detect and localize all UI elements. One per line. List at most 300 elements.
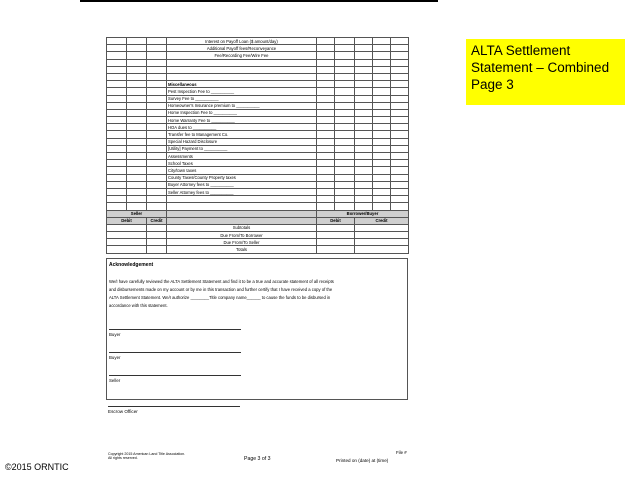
table-cell — [147, 109, 167, 116]
table-cell — [107, 38, 127, 45]
line-item-label: City/town taxes — [167, 167, 317, 174]
table-cell — [107, 131, 127, 138]
table-cell — [167, 217, 317, 224]
table-cell — [317, 38, 335, 45]
table-cell — [147, 232, 167, 239]
due-seller-label: Due From/To Seller — [167, 239, 317, 246]
table-cell — [391, 102, 409, 109]
table-cell — [107, 81, 127, 88]
table-cell — [107, 66, 127, 73]
escrow-officer-signature-line — [108, 406, 240, 407]
table-cell — [355, 38, 373, 45]
table-cell — [317, 117, 335, 124]
table-cell — [335, 45, 355, 52]
table-cell — [373, 160, 391, 167]
acknowledgement-text-line: and disbursements made on my account or by me in this transaction and further certify that I have received a copy of the — [109, 287, 333, 292]
table-row — [107, 224, 409, 231]
table-cell — [127, 131, 147, 138]
table-cell — [335, 131, 355, 138]
footer-copyright — [108, 452, 185, 461]
table-cell — [373, 45, 391, 52]
table-cell — [147, 73, 167, 80]
table-cell — [373, 59, 391, 66]
table-cell — [167, 210, 317, 217]
table-cell — [107, 117, 127, 124]
table-cell — [335, 59, 355, 66]
table-cell — [355, 81, 373, 88]
table-cell — [391, 59, 409, 66]
buyer-signature-label: Buyer — [109, 355, 121, 360]
table-cell — [127, 73, 147, 80]
seller-signature-label: Seller — [109, 378, 121, 383]
table-row — [107, 81, 409, 88]
table-cell — [317, 174, 335, 181]
table-cell — [391, 131, 409, 138]
table-cell — [391, 181, 409, 188]
table-cell — [355, 117, 373, 124]
table-row — [107, 145, 409, 152]
table-cell — [335, 181, 355, 188]
table-row — [107, 210, 409, 217]
table-cell — [147, 66, 167, 73]
table-row — [107, 160, 409, 167]
seller-credit-header: Credit — [147, 217, 167, 224]
table-cell — [127, 59, 147, 66]
table-cell — [355, 138, 373, 145]
table-cell — [107, 73, 127, 80]
table-cell — [373, 174, 391, 181]
buyer-signature-label: Buyer — [109, 332, 121, 337]
seller-debit-header: Debit — [107, 217, 147, 224]
seller-signature-line — [109, 375, 241, 376]
table-cell — [355, 174, 373, 181]
table-cell — [391, 95, 409, 102]
acknowledgement-title: Acknowledgement — [109, 262, 154, 268]
table-row — [107, 188, 409, 195]
table-cell — [391, 188, 409, 195]
subtotals-label: Subtotals — [167, 224, 317, 231]
table-cell — [355, 232, 409, 239]
line-item-label: Homeowner's Insurance premium to __________ — [167, 102, 317, 109]
seller-header: Seller — [107, 210, 167, 217]
table-cell — [107, 203, 127, 210]
table-cell — [317, 73, 335, 80]
table-cell — [127, 196, 147, 203]
line-item-label — [167, 59, 317, 66]
table-cell — [147, 131, 167, 138]
line-item-label: Miscellaneous — [167, 81, 317, 88]
table-cell — [127, 174, 147, 181]
table-row — [107, 167, 409, 174]
footer-copyright-line: Copyright 2015 American Land Title Association. — [108, 452, 186, 456]
table-cell — [391, 203, 409, 210]
table-cell — [317, 239, 355, 246]
table-row — [107, 73, 409, 80]
table-row — [107, 232, 409, 239]
footer-copyright-line: All rights reserved. — [108, 456, 138, 461]
table-cell — [355, 52, 373, 59]
table-cell — [391, 124, 409, 131]
table-cell — [317, 224, 355, 231]
table-cell — [127, 52, 147, 59]
table-cell — [391, 196, 409, 203]
table-cell — [127, 81, 147, 88]
table-cell — [127, 88, 147, 95]
line-item-label — [167, 66, 317, 73]
table-cell — [391, 73, 409, 80]
table-row — [107, 88, 409, 95]
table-cell — [335, 102, 355, 109]
table-cell — [147, 174, 167, 181]
table-cell — [391, 160, 409, 167]
page-number: Page 3 of 3 — [244, 456, 271, 462]
line-item-label: Buyer Attorney fees to __________ — [167, 181, 317, 188]
due-borrower-label: Due From/To Borrower — [167, 232, 317, 239]
table-cell — [355, 188, 373, 195]
table-cell — [317, 59, 335, 66]
page-top-border — [80, 0, 438, 2]
table-cell — [335, 124, 355, 131]
table-cell — [127, 145, 147, 152]
table-cell — [127, 124, 147, 131]
line-item-label: Interest on Payoff Loan ($ amount/day) — [167, 38, 317, 45]
table-cell — [127, 117, 147, 124]
table-cell — [373, 145, 391, 152]
table-cell — [373, 102, 391, 109]
table-cell — [355, 73, 373, 80]
acknowledgement-text-line: We/I have carefully reviewed the ALTA Settlement Statement and find it to be a true and accurate statement of all receipts — [109, 279, 334, 284]
table-row — [107, 59, 409, 66]
table-cell — [373, 124, 391, 131]
file-number-label: File # — [396, 450, 407, 455]
table-cell — [317, 95, 335, 102]
table-cell — [107, 224, 147, 231]
table-cell — [317, 124, 335, 131]
table-cell — [317, 246, 355, 253]
slide-callout-box — [466, 39, 625, 105]
table-cell — [335, 188, 355, 195]
table-row — [107, 196, 409, 203]
table-cell — [335, 203, 355, 210]
table-cell — [317, 145, 335, 152]
table-cell — [335, 167, 355, 174]
table-cell — [107, 153, 127, 160]
table-row — [107, 239, 409, 246]
settlement-ledger-table — [106, 37, 409, 254]
table-cell — [107, 239, 147, 246]
line-item-label: HOA dues to __________ — [167, 124, 317, 131]
table-cell — [127, 66, 147, 73]
table-row — [107, 109, 409, 116]
callout-line: ALTA Settlement — [471, 43, 571, 58]
table-cell — [317, 138, 335, 145]
table-cell — [147, 81, 167, 88]
table-row — [107, 138, 409, 145]
table-cell — [107, 160, 127, 167]
line-item-label: Home Inspection Fee to __________ — [167, 109, 317, 116]
table-cell — [373, 109, 391, 116]
table-cell — [107, 124, 127, 131]
line-item-label: County Taxes/County Property taxes — [167, 174, 317, 181]
acknowledgement-text-line: accordance with this statement. — [109, 303, 168, 308]
table-row — [107, 95, 409, 102]
acknowledgement-text-line: ALTA Settlement Statement. We/I authorize ________Title company name______ to cause the funds to be disbursed in — [109, 295, 331, 300]
line-item-label: Pest Inspection Fee to __________ — [167, 88, 317, 95]
table-cell — [335, 138, 355, 145]
table-cell — [107, 188, 127, 195]
table-cell — [373, 52, 391, 59]
table-cell — [147, 246, 167, 253]
table-row — [107, 153, 409, 160]
table-cell — [317, 81, 335, 88]
table-cell — [127, 167, 147, 174]
table-row — [107, 66, 409, 73]
table-cell — [317, 102, 335, 109]
totals-label: Totals — [167, 246, 317, 253]
table-cell — [335, 52, 355, 59]
table-cell — [373, 131, 391, 138]
table-row — [107, 203, 409, 210]
table-cell — [355, 95, 373, 102]
table-cell — [335, 88, 355, 95]
table-cell — [317, 160, 335, 167]
table-cell — [391, 109, 409, 116]
buyer-signature-line — [109, 329, 241, 330]
table-cell — [373, 66, 391, 73]
table-cell — [335, 153, 355, 160]
table-cell — [317, 232, 355, 239]
table-cell — [335, 81, 355, 88]
table-cell — [355, 131, 373, 138]
printed-on-label: Printed on (date) at (time) — [336, 458, 389, 463]
table-cell — [147, 153, 167, 160]
table-cell — [107, 196, 127, 203]
table-cell — [147, 38, 167, 45]
table-cell — [355, 246, 409, 253]
table-cell — [127, 188, 147, 195]
table-cell — [107, 45, 127, 52]
table-cell — [373, 167, 391, 174]
table-cell — [127, 38, 147, 45]
table-cell — [373, 73, 391, 80]
table-cell — [317, 52, 335, 59]
table-cell — [391, 145, 409, 152]
table-row — [107, 246, 409, 253]
table-cell — [373, 188, 391, 195]
table-cell — [335, 160, 355, 167]
table-cell — [147, 45, 167, 52]
table-row — [107, 45, 409, 52]
table-cell — [355, 181, 373, 188]
borrower-debit-header: Debit — [317, 217, 355, 224]
line-item-label: Home Warranty Fee to __________ — [167, 117, 317, 124]
table-cell — [355, 88, 373, 95]
table-cell — [391, 138, 409, 145]
table-cell — [107, 174, 127, 181]
table-cell — [317, 66, 335, 73]
table-cell — [317, 45, 335, 52]
borrower-credit-header: Credit — [355, 217, 409, 224]
table-cell — [127, 109, 147, 116]
table-cell — [147, 95, 167, 102]
table-cell — [147, 145, 167, 152]
table-cell — [355, 196, 373, 203]
line-item-label — [167, 73, 317, 80]
table-cell — [355, 167, 373, 174]
table-cell — [391, 117, 409, 124]
table-cell — [373, 81, 391, 88]
table-cell — [107, 145, 127, 152]
table-cell — [373, 88, 391, 95]
table-cell — [107, 109, 127, 116]
table-cell — [147, 102, 167, 109]
table-cell — [335, 174, 355, 181]
line-item-label — [167, 203, 317, 210]
table-cell — [373, 153, 391, 160]
table-cell — [373, 95, 391, 102]
table-cell — [335, 117, 355, 124]
table-cell — [391, 38, 409, 45]
table-row — [107, 102, 409, 109]
table-cell — [355, 153, 373, 160]
table-cell — [127, 153, 147, 160]
table-cell — [317, 196, 335, 203]
table-cell — [317, 188, 335, 195]
table-cell — [355, 109, 373, 116]
table-cell — [335, 73, 355, 80]
line-item-label: Survey Fee to __________ — [167, 95, 317, 102]
table-cell — [317, 181, 335, 188]
table-cell — [107, 246, 147, 253]
table-cell — [373, 38, 391, 45]
table-cell — [391, 81, 409, 88]
table-row — [107, 181, 409, 188]
table-cell — [147, 160, 167, 167]
table-cell — [355, 102, 373, 109]
line-item-label: School Taxes — [167, 160, 317, 167]
table-row — [107, 217, 409, 224]
table-cell — [335, 145, 355, 152]
table-cell — [335, 95, 355, 102]
table-cell — [147, 52, 167, 59]
buyer-signature-line — [109, 352, 241, 353]
table-row — [107, 38, 409, 45]
table-cell — [355, 124, 373, 131]
table-cell — [107, 102, 127, 109]
table-cell — [127, 102, 147, 109]
line-item-label: [Utility] Payment to __________ — [167, 145, 317, 152]
table-row — [107, 124, 409, 131]
table-cell — [147, 117, 167, 124]
table-cell — [107, 52, 127, 59]
table-cell — [391, 153, 409, 160]
table-cell — [127, 203, 147, 210]
table-cell — [127, 45, 147, 52]
table-cell — [355, 59, 373, 66]
table-cell — [373, 196, 391, 203]
table-cell — [391, 66, 409, 73]
table-cell — [107, 167, 127, 174]
table-cell — [317, 203, 335, 210]
line-item-label: Transfer fee to Management Co. — [167, 131, 317, 138]
table-cell — [391, 88, 409, 95]
table-cell — [355, 66, 373, 73]
table-cell — [317, 109, 335, 116]
table-cell — [147, 188, 167, 195]
table-cell — [355, 160, 373, 167]
line-item-label: Special Hazard Disclosure — [167, 138, 317, 145]
table-cell — [147, 196, 167, 203]
table-cell — [147, 239, 167, 246]
table-cell — [355, 145, 373, 152]
line-item-label: Additional Payoff fees/Reconveyance — [167, 45, 317, 52]
table-cell — [317, 88, 335, 95]
table-cell — [355, 239, 409, 246]
table-row — [107, 174, 409, 181]
table-cell — [355, 224, 409, 231]
table-cell — [317, 131, 335, 138]
table-cell — [317, 153, 335, 160]
table-cell — [391, 52, 409, 59]
table-cell — [107, 232, 147, 239]
table-cell — [127, 138, 147, 145]
table-cell — [127, 181, 147, 188]
table-cell — [147, 138, 167, 145]
table-cell — [317, 167, 335, 174]
escrow-officer-label: Escrow Officer — [108, 409, 138, 414]
table-cell — [107, 88, 127, 95]
table-cell — [147, 224, 167, 231]
callout-line: Page 3 — [471, 77, 514, 92]
table-row — [107, 52, 409, 59]
table-cell — [373, 181, 391, 188]
table-cell — [391, 45, 409, 52]
table-cell — [107, 59, 127, 66]
table-cell — [335, 196, 355, 203]
table-cell — [355, 203, 373, 210]
acknowledgement-box — [106, 258, 408, 400]
table-cell — [107, 181, 127, 188]
table-cell — [373, 203, 391, 210]
table-cell — [335, 66, 355, 73]
table-cell — [127, 95, 147, 102]
table-cell — [373, 117, 391, 124]
callout-line: Statement – Combined — [471, 60, 610, 75]
line-item-label: Seller Attorney fees to __________ — [167, 188, 317, 195]
slide-copyright: ©2015 ORNTIC — [5, 462, 69, 472]
borrower-header: Borrower/Buyer — [317, 210, 409, 217]
line-item-label: Assessments — [167, 153, 317, 160]
table-row — [107, 131, 409, 138]
table-cell — [107, 95, 127, 102]
table-cell — [147, 181, 167, 188]
table-cell — [147, 59, 167, 66]
table-cell — [147, 124, 167, 131]
table-cell — [127, 160, 147, 167]
table-cell — [147, 88, 167, 95]
table-cell — [107, 138, 127, 145]
table-cell — [391, 174, 409, 181]
table-cell — [147, 203, 167, 210]
line-item-label: Fee/Recording Fee/Wire Fee — [167, 52, 317, 59]
table-cell — [147, 167, 167, 174]
table-cell — [355, 45, 373, 52]
table-cell — [391, 167, 409, 174]
table-cell — [335, 109, 355, 116]
line-item-label — [167, 196, 317, 203]
table-row — [107, 117, 409, 124]
table-cell — [373, 138, 391, 145]
